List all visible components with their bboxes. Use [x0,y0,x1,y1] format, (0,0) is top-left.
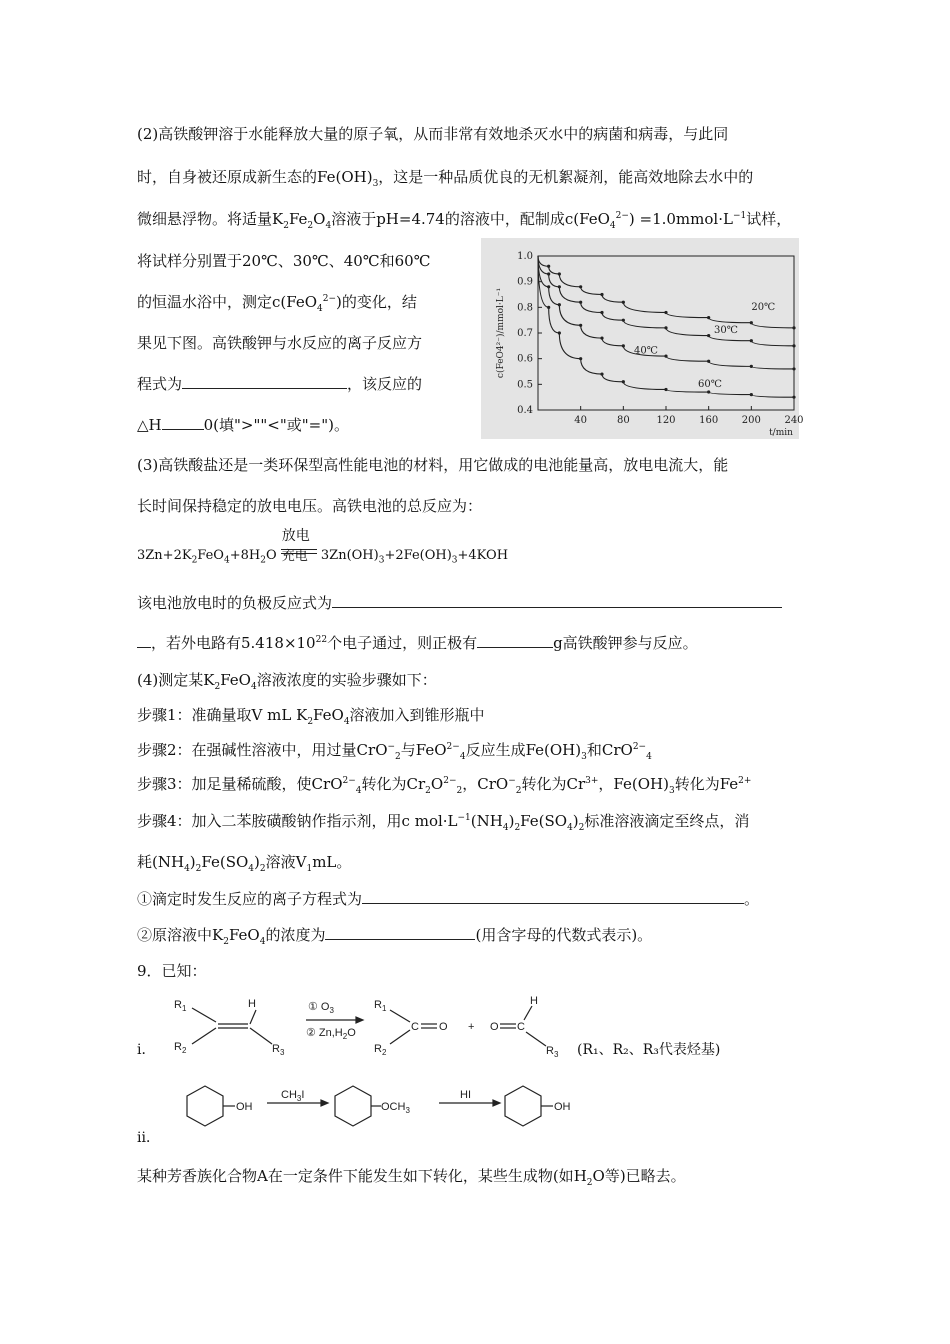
data-point [600,293,603,296]
x-axis-label: t/min [769,428,793,438]
data-point [547,265,550,268]
series-label: 20℃ [751,301,776,313]
svg-text:R2: $R_2$ [374,1043,387,1057]
y-tick-label: 1.0 [517,251,533,262]
data-point [664,326,667,329]
data-point [792,367,795,370]
anisole-ring [335,1086,371,1126]
data-point [600,372,603,375]
q2-line-8: △H 0(填">""<"或"=")。 [137,416,349,434]
condition-2: ② $Zn,H_2O$ [306,1027,356,1041]
series-label: 60℃ [698,378,722,390]
answer-blank[interactable] [137,633,151,648]
q2-line-4: 将试样分别置于20℃、30℃、40℃和60℃ [137,252,431,270]
y-tick-label: 0.7 [517,328,533,339]
y-tick-label: 0.6 [517,353,533,365]
q3-line-2: 长时间保持稳定的放电电压。高铁电池的总反应为： [137,497,483,515]
data-point [750,321,753,324]
data-point [707,390,710,393]
q9-title: 9．已知： [137,962,207,980]
svg-text:R1: $R_1$ [374,999,387,1013]
svg-text:R3: $R_3$ [546,1045,559,1059]
carbonyl-o: O [439,1021,448,1033]
data-point [622,319,625,322]
data-point [600,311,603,314]
methoxy-group: $OCH_3$ [381,1101,410,1115]
sub-question-2: ②原溶液中$K_2FeO_4$的浓度为 (用含字母的代数式表示)。 [137,926,653,947]
data-point [792,344,795,347]
answer-blank[interactable] [332,593,782,608]
x-ticks [574,406,803,426]
x-tick-label: 40 [574,415,588,426]
x-tick-label: 120 [656,415,676,426]
discharge-label: 放电 [281,527,310,544]
answer-blank[interactable] [182,374,347,389]
battery-equation: $3Zn+2K_2FeO_4+8H_2O$ 放电 充电 $3Zn(OH)_3+2Fe(OH)_3+4KOH$ [137,527,509,566]
q3-line-5: ，若外电路有$5.418\times 10^{22}$个电子通过，则正极有 g高铁酸钾参与反应。 [137,633,698,653]
data-point [558,272,561,275]
data-point [792,396,795,399]
data-point [579,285,582,288]
series-label: 40℃ [634,345,658,357]
reaction-i-note: (R₁、R₂、R₃代表烃基) [577,1042,721,1058]
r3-label: $R_3$ [272,1043,285,1057]
data-point [750,393,753,396]
data-point [750,339,753,342]
data-point [579,357,582,360]
phenol-ring-product [505,1086,541,1126]
data-point [707,360,710,363]
charge-label: 充电 [281,548,308,564]
data-point [664,355,667,358]
step-4: 步骤4：加入二苯胺磺酸钠作指示剂，用c $mol\cdot L^{-1}(NH_4)_2Fe(SO_4)_2$标准溶液滴定至终点，消 [137,812,750,833]
data-point [579,324,582,327]
data-point [622,344,625,347]
data-point [707,316,710,319]
step-2: 步骤2：在强碱性溶液中，用过量CrO−$_2$与FeO$^{2-}_4$反应生成$Fe(OH)_3$和CrO$^{2-}_4$ [137,741,652,762]
h-label: H [248,998,256,1010]
y-tick-label: 0.5 [517,379,533,391]
y-axis-label: c(FeO4²⁻)/mmol·L⁻¹ [496,287,506,379]
reaction-i-label: i． [137,1042,156,1058]
plus-sign: + [468,1021,475,1033]
data-point [558,285,561,288]
svg-text:H: H [530,995,538,1007]
step-1: 步骤1：准确量取V mL $K_2FeO_4$溶液加入到锥形瓶中 [137,706,485,727]
q2-line-2: 时，自身被还原成新生态的$Fe(OH)_3$，这是一种品质优良的无机絮凝剂，能高效地除去水中的 [137,168,754,189]
data-point [547,306,550,309]
q4-line-1: (4)测定某$K_2FeO_4$溶液浓度的实验步骤如下： [137,671,437,692]
data-point [664,311,667,314]
answer-blank[interactable] [477,633,553,648]
x-tick-label: 240 [784,415,804,426]
answer-blank[interactable] [162,415,204,430]
chart-svg [481,238,804,439]
q3-line-4: 该电池放电时的负极反应式为 [137,593,782,613]
step-3: 步骤3：加足量稀硫酸，使CrO$^{2-}_4$转化为$Cr_2O^{2-}_2$，CrO−$_2$转化为$Cr^{3+}$，$Fe(OH)_3$转化为$Fe^{2+}$ [137,775,752,796]
x-tick-label: 160 [699,415,719,426]
q2-line-1: (2)高铁酸钾溶于水能释放大量的原子氧，从而非常有效地杀灭水中的病菌和病毒，与此同 [137,125,729,143]
reaction-ii-scheme [175,1078,595,1142]
ch3i-reagent: $CH_3I$ [281,1089,305,1103]
sub-question-1: ①滴定时发生反应的离子方程式为 。 [137,890,760,908]
r2-label: $R_2$ [174,1041,187,1055]
series-lines [538,256,796,399]
data-point [600,337,603,340]
q3-line-1: (3)高铁酸盐还是一类环保型高性能电池的材料，用它做成的电池能量高，放电电流大，能 [137,456,729,474]
series-label: 30℃ [714,325,738,336]
x-tick-label: 200 [741,415,761,426]
plot-frame [538,256,794,410]
condition-1: ① $O_3$ [308,1001,334,1015]
q2-line-3: 微细悬浮物。将适量$K_2Fe_2O_4$溶液于pH=4.74的溶液中，配制成$c(FeO_4^{2-}) =1.0mmol\cdot L^{-1}$试样， [137,210,792,231]
reversible-arrow [281,527,317,564]
data-point [622,301,625,304]
svg-text:C: C [517,1021,525,1033]
phenol-ring [187,1086,223,1126]
q9-last-line: 某种芳香族化合物A在一定条件下能发生如下转化，某些生成物(如$H_2O$等)已略去。 [137,1167,686,1188]
r1-label: $R_1$ [174,999,187,1013]
data-point [579,301,582,304]
carbonyl-c: C [411,1021,419,1033]
reaction-i-scheme [160,990,580,1062]
hi-reagent: HI [460,1089,471,1101]
svg-text:OH: OH [554,1101,571,1113]
data-point [792,326,795,329]
x-tick-label: 80 [616,415,630,426]
data-point [750,365,753,368]
q2-line-7: 程式为 ，该反应的 [137,375,423,393]
data-point [547,285,550,288]
phenol-oh: OH [236,1101,253,1113]
data-point [558,331,561,334]
step-4-cont: 耗$(NH_4)_2Fe(SO_4)_2$溶液$V_1mL$。 [137,853,352,874]
data-point [558,303,561,306]
concentration-chart [481,238,804,439]
answer-blank[interactable] [325,925,475,940]
y-tick-label: 0.9 [517,276,533,288]
answer-blank[interactable] [362,889,744,904]
y-tick-label: 0.4 [517,405,533,416]
data-point [547,272,550,275]
series-line-0 [538,256,794,328]
q2-line-6: 果见下图。高铁酸钾与水反应的离子反应方 [137,334,423,352]
reaction-ii-label: ii． [137,1130,160,1146]
data-point [707,334,710,337]
q2-line-5: 的恒温水浴中，测定c(FeO$_4^{2-}$)的变化，结 [137,293,417,314]
data-point [664,388,667,391]
data-point [622,380,625,383]
svg-text:O: O [490,1021,499,1033]
y-tick-label: 0.8 [517,302,533,314]
